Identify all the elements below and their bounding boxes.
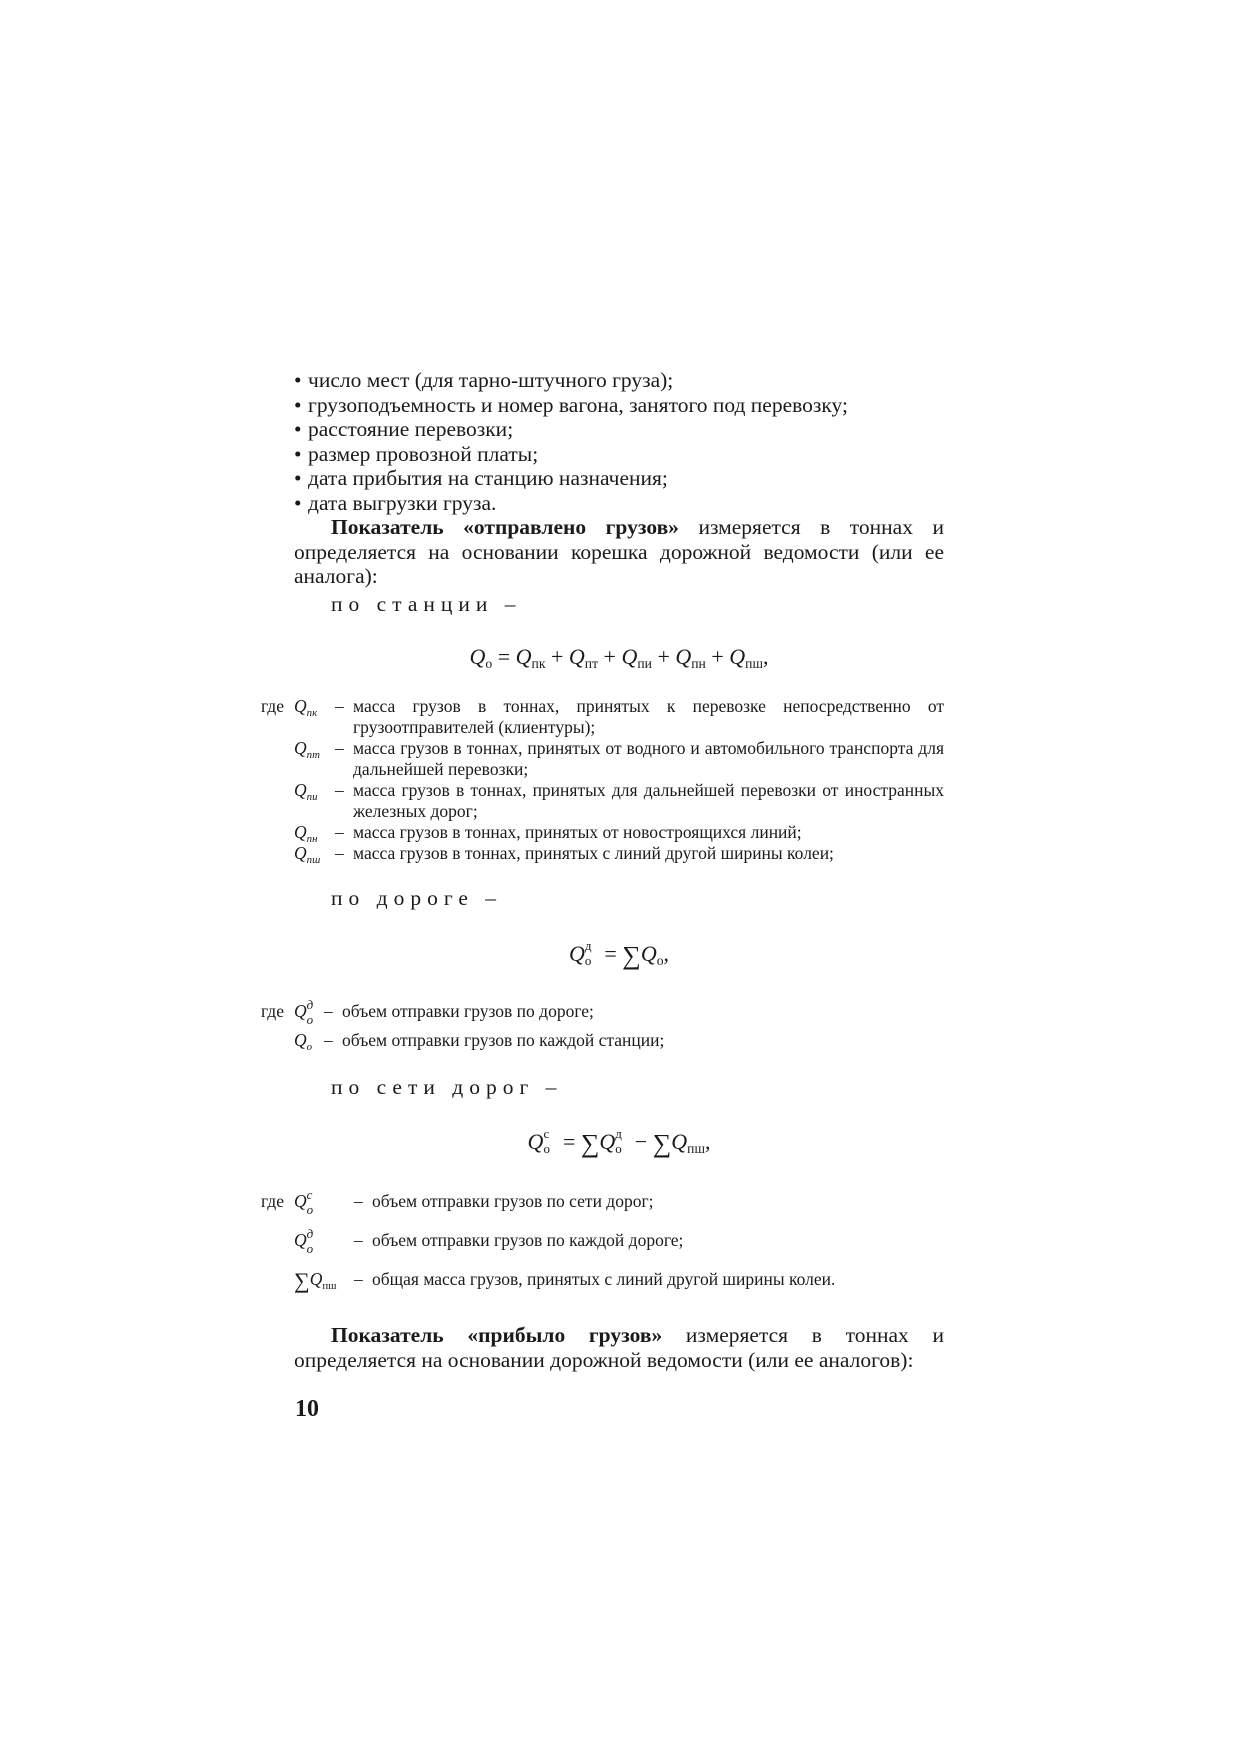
legend-row: где $Q_{пк}$ – масса грузов в тоннах, принятых к перевозке непосредственно от грузоотправителей (клиентуры); (261, 696, 944, 737)
legend-row: $\sum Q_{пш}$ – общая масса грузов, принятых с линий другой ширины колеи. (294, 1268, 836, 1293)
legend-network (261, 1187, 944, 1293)
legend-row: $Q_{пн}$ – масса грузов в тоннах, принятых от новостроящихся линий; (294, 822, 802, 845)
legend-road (261, 996, 944, 1053)
list-item: • дата прибытия на станцию назначения; (294, 466, 668, 490)
paragraph-arrived: Показатель «прибыло грузов» измеряется в тоннах и определяется на основании дорожной ведомости (или ее аналогов): (294, 1323, 944, 1372)
list-item: • расстояние перевозки; (294, 417, 514, 441)
legend-row: $Q_{пи}$ – масса грузов в тоннах, принятых для дальнейшей перевозки от иностранных железных дорог; (294, 780, 944, 821)
page-body (261, 368, 944, 1372)
list-item: • число мест (для тарно-штучного груза); (294, 368, 674, 392)
legend-row: $Q_{пт}$ – масса грузов в тоннах, принятых от водного и автомобильного транспорта для дальнейшей перевозки; (294, 738, 944, 779)
legend-row: Q д о – объем отправки грузов по каждой дороге; (294, 1226, 684, 1256)
term-shipped: Показатель «отправлено грузов» (331, 515, 679, 539)
paragraph-shipped: Показатель «отправлено грузов» измеряется в тоннах и определяется на основании корешка дорожной ведомости (или ее аналога): (294, 515, 944, 588)
label-by-network: по сети дорог – (331, 1074, 563, 1099)
bullet-list (294, 368, 944, 515)
legend-row: где Q с о – объем отправки грузов по сети дорог; (261, 1187, 654, 1217)
list-item: • дата выгрузки груза. (294, 490, 497, 515)
legend-row: $Q_о$ – объем отправки грузов по каждой станции; (294, 1029, 665, 1053)
formula-road: Q д о = $\sum Q_о$, (568, 937, 670, 970)
label-by-station: по станции – (331, 591, 522, 616)
term-arrived: Показатель «прибыло грузов» (331, 1323, 663, 1347)
legend-station (261, 696, 944, 866)
page-number: 10 (295, 1396, 319, 1422)
formula-network: Q с о = ∑Q д о − $\sum Q_{пш}$, (527, 1126, 711, 1158)
legend-row: где Q д о – объем отправки грузов по дороге; (261, 996, 594, 1027)
label-by-road: по дороге – (331, 886, 503, 910)
list-item: • грузоподъемность и номер вагона, занятого под перевозку; (294, 392, 848, 417)
formula-station: $Q_о = Q_{пк} + Q_{пт} + Q_{пи} + Q_{пн} + Q_{пш}$, (469, 644, 769, 671)
list-item: • размер провозной платы; (294, 441, 539, 466)
legend-row: $Q_{пш}$ – масса грузов в тоннах, принятых с линий другой ширины колеи; (294, 843, 834, 866)
